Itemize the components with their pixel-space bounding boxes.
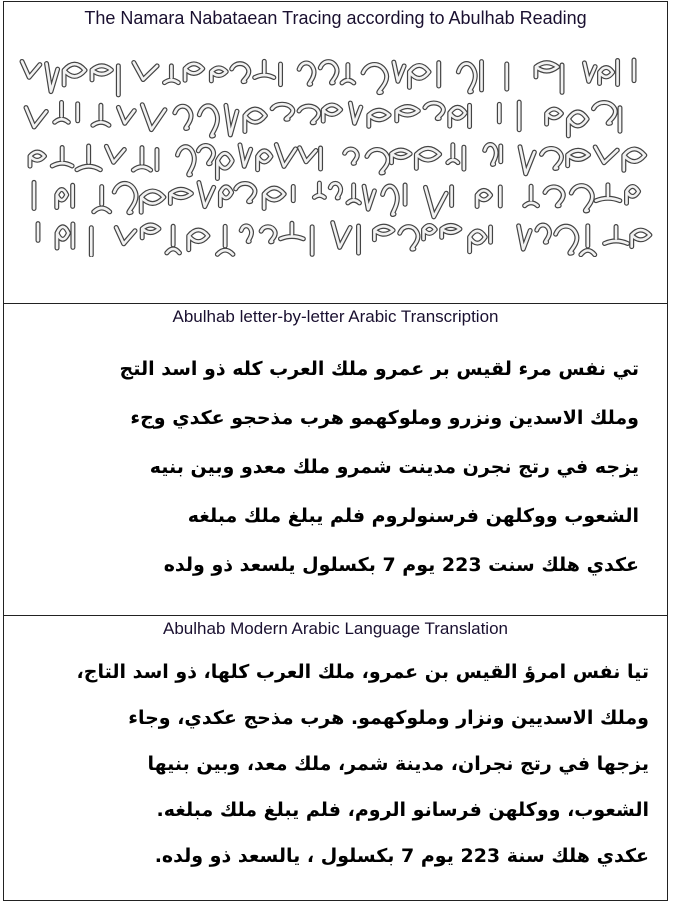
translation-line: يزجها في رتج نجران، مدينة شمر، ملك معد، وبين بنيها — [147, 753, 649, 775]
translation-section — [4, 616, 667, 900]
document-table — [3, 1, 668, 901]
translation-title: Abulhab Modern Arabic Language Translation — [163, 619, 508, 638]
translation-line: عكدي هلك سنة 223 يوم 7 بكسلول ، يالسعد ذو ولده. — [154, 845, 649, 867]
translation-text — [4, 649, 667, 879]
translation-line: الشعوب، ووكلهن فرسانو الروم، فلم يبلغ ملك مبلغه. — [156, 799, 649, 821]
nabataean-tracing-image — [14, 42, 659, 257]
tracing-section — [4, 2, 667, 304]
transcription-line: يزجه في رتج نجرن مدينت شمرو ملك معدو وبين بنيه — [149, 456, 639, 478]
tracing-title: The Namara Nabataean Tracing according to Abulhab Reading — [84, 8, 587, 28]
transcription-line: وملك الاسدين ونزرو وملوكهمو هرب مذحجو عكدي وجء — [130, 407, 639, 429]
transcription-line: الشعوب ووكلهن فرسنولروم فلم يبلغ ملك مبلغه — [187, 505, 639, 527]
transcription-line: عكدي هلك سنت 223 يوم 7 بكسلول يلسعد ذو ولده — [163, 554, 639, 576]
translation-line: تيا نفس امرؤ القيس بن عمرو، ملك العرب كلها، ذو اسد التاج، — [76, 661, 649, 683]
transcription-text — [4, 345, 667, 590]
translation-line: وملك الاسديين ونزار وملوكهمو. هرب مذحج عكدي، وجاء — [128, 707, 649, 729]
transcription-section — [4, 304, 667, 616]
transcription-title: Abulhab letter-by-letter Arabic Transcription — [172, 307, 499, 326]
transcription-line: تي نفس مرء لقيس بر عمرو ملك العرب كله ذو اسد التج — [119, 358, 639, 380]
